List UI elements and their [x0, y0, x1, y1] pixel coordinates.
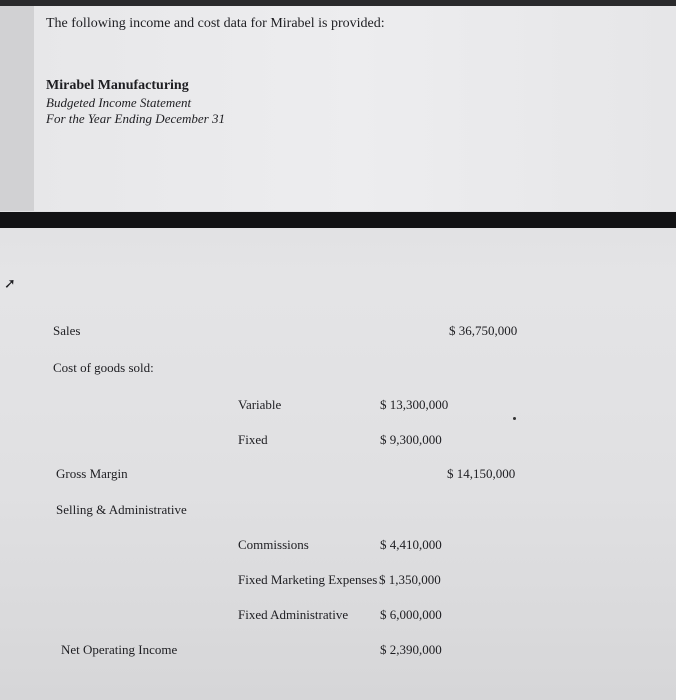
page-divider-bar	[0, 212, 676, 228]
net-operating-label: Net Operating Income	[61, 642, 178, 657]
cursor-arrow-icon: ➚	[4, 276, 16, 292]
gross-margin-label: Gross Margin	[56, 466, 128, 481]
sales-amount: $ 36,750,000	[449, 323, 518, 338]
sga-label: Selling & Administrative	[56, 502, 187, 517]
commissions-label: Commissions	[238, 537, 309, 552]
variable-amount: $ 13,300,000	[380, 397, 449, 412]
statement-title: Budgeted Income Statement	[46, 95, 192, 110]
fixed-label: Fixed	[238, 432, 268, 447]
intro-text: The following income and cost data for Mirabel is provided:	[46, 16, 385, 31]
company-name: Mirabel Manufacturing	[46, 78, 189, 93]
top-edge	[0, 0, 676, 6]
fixed-marketing-label: Fixed Marketing Expenses	[238, 572, 378, 587]
cogs-label: Cost of goods sold:	[53, 360, 154, 375]
fixed-marketing-amount: $ 1,350,000	[379, 572, 441, 587]
commissions-amount: $ 4,410,000	[380, 537, 442, 552]
fixed-admin-amount: $ 6,000,000	[380, 607, 442, 622]
fixed-amount: $ 9,300,000	[380, 432, 442, 447]
left-shadow	[0, 0, 34, 211]
sales-label: Sales	[53, 323, 81, 338]
variable-label: Variable	[238, 397, 282, 412]
statement-period: For the Year Ending December 31	[46, 111, 225, 126]
stray-mark	[513, 417, 516, 420]
gross-margin-amount: $ 14,150,000	[447, 466, 516, 481]
fixed-admin-label: Fixed Administrative	[238, 607, 349, 622]
net-operating-amount: $ 2,390,000	[380, 642, 442, 657]
